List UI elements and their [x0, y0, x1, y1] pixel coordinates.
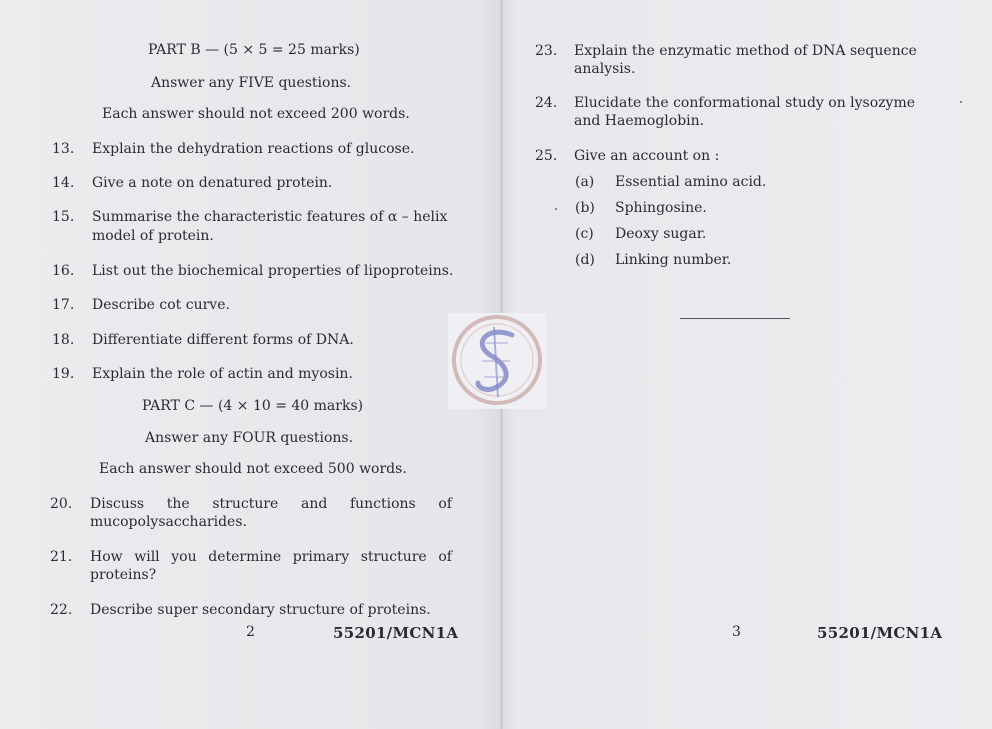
question-text-line-1 [90, 548, 452, 566]
subpart-text: Deoxy sugar. [615, 226, 707, 242]
part-b-word-limit: Each answer should not exceed 200 words. [102, 106, 410, 122]
subpart-text: Linking number. [615, 252, 732, 268]
subpart-text: Essential amino acid. [615, 174, 767, 190]
subpart-b [575, 200, 875, 218]
word: Discuss [90, 496, 145, 512]
question-text-line-2: model of protein. [92, 228, 214, 244]
subpart-label: (a) [575, 174, 595, 190]
question-number: 13. [52, 141, 75, 157]
question-21 [50, 548, 452, 584]
question-number: 15. [52, 209, 75, 225]
word: How [90, 549, 123, 565]
question-number: 24. [535, 95, 558, 111]
question-number: 22. [50, 602, 73, 618]
question-text: Give a note on denatured protein. [92, 175, 333, 191]
word: determine [208, 549, 282, 565]
question-number: 18. [52, 332, 75, 348]
question-text: Explain the dehydration reactions of glucose. [92, 141, 415, 157]
dna-s-seal-icon [448, 313, 546, 409]
page-number-right: 3 [732, 624, 741, 640]
question-number: 21. [50, 549, 73, 565]
part-c-heading: PART C — (4 × 10 = 40 marks) [142, 398, 364, 414]
word: the [166, 496, 190, 512]
subpart-a [575, 174, 875, 192]
question-text: Explain the role of actin and myosin. [92, 366, 353, 382]
question-number: 19. [52, 366, 75, 382]
question-text: List out the biochemical properties of lipoproteins. [92, 263, 454, 279]
question-24 [535, 94, 937, 130]
subpart-d [575, 252, 875, 270]
question-text-line-2: proteins? [90, 567, 157, 583]
question-20 [50, 495, 452, 531]
word: primary [292, 549, 350, 565]
question-text: Describe super secondary structure of proteins. [90, 602, 431, 618]
question-number: 23. [535, 43, 558, 59]
word: of [438, 496, 452, 512]
word: you [171, 549, 197, 565]
question-text: Describe cot curve. [92, 297, 230, 313]
word: and [300, 496, 328, 512]
part-b-heading: PART B — (5 × 5 = 25 marks) [148, 42, 360, 58]
question-number: 14. [52, 175, 75, 191]
speck [555, 208, 557, 210]
word: structure [360, 549, 427, 565]
word: functions [349, 496, 416, 512]
part-b-instruction: Answer any FIVE questions. [151, 75, 352, 91]
question-15 [52, 208, 452, 244]
part-c-word-limit: Each answer should not exceed 500 words. [99, 461, 407, 477]
speck [960, 101, 962, 103]
question-number: 17. [52, 297, 75, 313]
paper-code-right: 55201/MCN1A [817, 624, 943, 642]
question-text-line-2: analysis. [574, 61, 636, 77]
word: structure [212, 496, 279, 512]
subpart-c [575, 226, 875, 244]
subpart-label: (c) [575, 226, 594, 242]
word: will [134, 549, 160, 565]
subpart-label: (b) [575, 200, 595, 216]
question-23 [535, 42, 937, 78]
question-text-line-2: mucopolysaccharides. [90, 514, 247, 530]
paper-code-left: 55201/MCN1A [333, 624, 459, 642]
question-number: 25. [535, 148, 558, 164]
question-number: 20. [50, 496, 73, 512]
question-text-line-1: Explain the enzymatic method of DNA sequence [574, 43, 917, 59]
page-number-left: 2 [246, 624, 255, 640]
part-c-instruction: Answer any FOUR questions. [145, 430, 354, 446]
question-text-line-1: Elucidate the conformational study on lysozyme [574, 95, 916, 111]
end-rule [680, 318, 790, 319]
word: of [438, 549, 452, 565]
question-text-line-2: and Haemoglobin. [574, 113, 705, 129]
question-text: Differentiate different forms of DNA. [92, 332, 354, 348]
question-text-line-1: Summarise the characteristic features of α – helix [92, 209, 448, 225]
question-text: Give an account on : [574, 148, 720, 164]
question-text-line-1 [90, 495, 452, 513]
subpart-text: Sphingosine. [615, 200, 707, 216]
subpart-label: (d) [575, 252, 595, 268]
question-number: 16. [52, 263, 75, 279]
